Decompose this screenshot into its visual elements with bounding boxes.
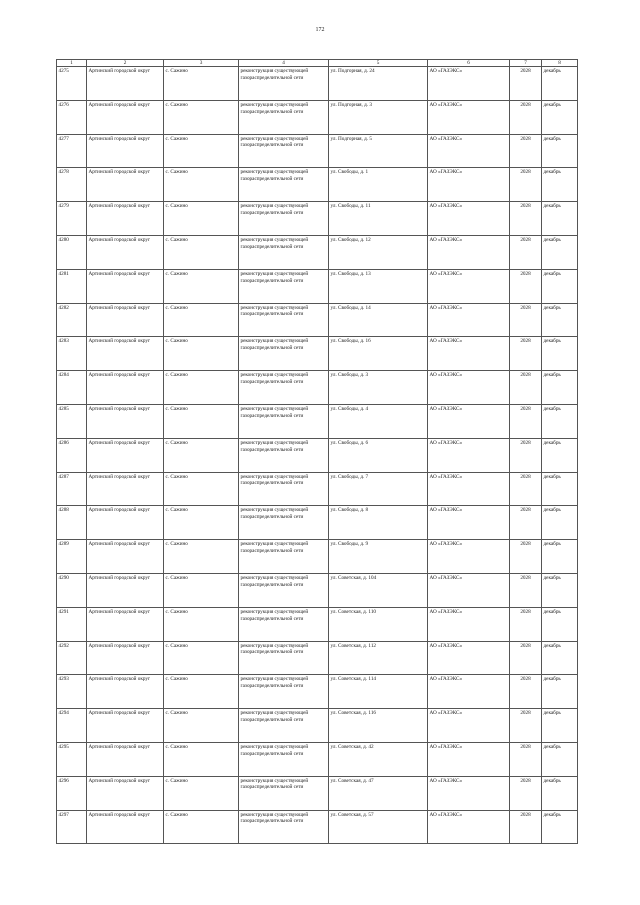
address-cell: ул. Подгорная, д. 3 (329, 100, 428, 134)
address-cell: ул. Свободы, д. 12 (329, 235, 428, 269)
work-type-cell: реконструкция существующей газораспределительной сети (239, 202, 329, 236)
header-cell: 4 (239, 60, 329, 67)
municipality-cell: Артинский городской округ (87, 810, 164, 844)
work-type-cell: реконструкция существующей газораспределительной сети (239, 742, 329, 776)
contractor-cell: АО «ГАЗЭКС» (428, 776, 510, 810)
year-cell: 2028 (510, 371, 542, 405)
page-number: 172 (315, 27, 325, 33)
month-cell: декабрь (542, 540, 578, 574)
settlement-cell: с. Сажино (164, 100, 239, 134)
settlement-cell: с. Сажино (164, 776, 239, 810)
work-type-cell: реконструкция существующей газораспределительной сети (239, 472, 329, 506)
table-row (57, 202, 578, 236)
contractor-cell: АО «ГАЗЭКС» (428, 303, 510, 337)
work-type-cell: реконструкция существующей газораспределительной сети (239, 810, 329, 844)
month-cell: декабрь (542, 404, 578, 438)
work-type-cell: реконструкция существующей газораспределительной сети (239, 776, 329, 810)
month-cell: декабрь (542, 269, 578, 303)
table-row (57, 438, 578, 472)
municipality-cell: Артинский городской округ (87, 100, 164, 134)
month-cell: декабрь (542, 472, 578, 506)
contractor-cell: АО «ГАЗЭКС» (428, 269, 510, 303)
municipality-cell: Артинский городской округ (87, 573, 164, 607)
year-cell: 2028 (510, 168, 542, 202)
address-cell: ул. Советская, д. 42 (329, 742, 428, 776)
row-number-cell: 4285 (57, 404, 87, 438)
row-number-cell: 4284 (57, 371, 87, 405)
settlement-cell: с. Сажино (164, 134, 239, 168)
table-row (57, 404, 578, 438)
work-type-cell: реконструкция существующей газораспределительной сети (239, 67, 329, 101)
address-cell: ул. Свободы, д. 11 (329, 202, 428, 236)
contractor-cell: АО «ГАЗЭКС» (428, 404, 510, 438)
month-cell: декабрь (542, 810, 578, 844)
address-cell: ул. Свободы, д. 6 (329, 438, 428, 472)
row-number-cell: 4292 (57, 641, 87, 675)
address-cell: ул. Свободы, д. 3 (329, 371, 428, 405)
month-cell: декабрь (542, 675, 578, 709)
row-number-cell: 4278 (57, 168, 87, 202)
work-type-cell: реконструкция существующей газораспределительной сети (239, 337, 329, 371)
month-cell: декабрь (542, 303, 578, 337)
row-number-cell: 4297 (57, 810, 87, 844)
table-body (57, 67, 578, 844)
table-row (57, 134, 578, 168)
year-cell: 2028 (510, 404, 542, 438)
address-cell: ул. Советская, д. 104 (329, 573, 428, 607)
year-cell: 2028 (510, 303, 542, 337)
contractor-cell: АО «ГАЗЭКС» (428, 438, 510, 472)
table-row (57, 742, 578, 776)
year-cell: 2028 (510, 742, 542, 776)
settlement-cell: с. Сажино (164, 438, 239, 472)
municipality-cell: Артинский городской округ (87, 134, 164, 168)
settlement-cell: с. Сажино (164, 269, 239, 303)
municipality-cell: Артинский городской округ (87, 235, 164, 269)
month-cell: декабрь (542, 134, 578, 168)
year-cell: 2028 (510, 202, 542, 236)
contractor-cell: АО «ГАЗЭКС» (428, 573, 510, 607)
month-cell: декабрь (542, 607, 578, 641)
month-cell: декабрь (542, 742, 578, 776)
municipality-cell: Артинский городской округ (87, 540, 164, 574)
month-cell: декабрь (542, 641, 578, 675)
year-cell: 2028 (510, 472, 542, 506)
month-cell: декабрь (542, 438, 578, 472)
header-row (57, 60, 578, 67)
municipality-cell: Артинский городской округ (87, 776, 164, 810)
settlement-cell: с. Сажино (164, 742, 239, 776)
work-type-cell: реконструкция существующей газораспределительной сети (239, 607, 329, 641)
settlement-cell: с. Сажино (164, 675, 239, 709)
table-header (57, 60, 578, 67)
table-row (57, 709, 578, 743)
row-number-cell: 4296 (57, 776, 87, 810)
year-cell: 2028 (510, 675, 542, 709)
row-number-cell: 4291 (57, 607, 87, 641)
address-cell: ул. Свободы, д. 7 (329, 472, 428, 506)
work-type-cell: реконструкция существующей газораспределительной сети (239, 709, 329, 743)
contractor-cell: АО «ГАЗЭКС» (428, 540, 510, 574)
table-row (57, 371, 578, 405)
settlement-cell: с. Сажино (164, 540, 239, 574)
table-row (57, 67, 578, 101)
row-number-cell: 4280 (57, 235, 87, 269)
contractor-cell: АО «ГАЗЭКС» (428, 202, 510, 236)
row-number-cell: 4282 (57, 303, 87, 337)
municipality-cell: Артинский городской округ (87, 675, 164, 709)
year-cell: 2028 (510, 269, 542, 303)
municipality-cell: Артинский городской округ (87, 67, 164, 101)
work-type-cell: реконструкция существующей газораспределительной сети (239, 404, 329, 438)
work-type-cell: реконструкция существующей газораспределительной сети (239, 168, 329, 202)
work-type-cell: реконструкция существующей газораспределительной сети (239, 371, 329, 405)
address-cell: ул. Советская, д. 57 (329, 810, 428, 844)
contractor-cell: АО «ГАЗЭКС» (428, 67, 510, 101)
row-number-cell: 4279 (57, 202, 87, 236)
address-cell: ул. Свободы, д. 8 (329, 506, 428, 540)
municipality-cell: Артинский городской округ (87, 506, 164, 540)
month-cell: декабрь (542, 371, 578, 405)
contractor-cell: АО «ГАЗЭКС» (428, 472, 510, 506)
municipality-cell: Артинский городской округ (87, 607, 164, 641)
row-number-cell: 4288 (57, 506, 87, 540)
header-cell: 6 (428, 60, 510, 67)
settlement-cell: с. Сажино (164, 810, 239, 844)
contractor-cell: АО «ГАЗЭКС» (428, 607, 510, 641)
settlement-cell: с. Сажино (164, 506, 239, 540)
table-row (57, 810, 578, 844)
table-row (57, 607, 578, 641)
year-cell: 2028 (510, 235, 542, 269)
month-cell: декабрь (542, 573, 578, 607)
address-cell: ул. Советская, д. 112 (329, 641, 428, 675)
contractor-cell: АО «ГАЗЭКС» (428, 810, 510, 844)
contractor-cell: АО «ГАЗЭКС» (428, 168, 510, 202)
year-cell: 2028 (510, 540, 542, 574)
settlement-cell: с. Сажино (164, 573, 239, 607)
table-row (57, 472, 578, 506)
work-type-cell: реконструкция существующей газораспределительной сети (239, 506, 329, 540)
table-row (57, 168, 578, 202)
contractor-cell: АО «ГАЗЭКС» (428, 337, 510, 371)
month-cell: декабрь (542, 67, 578, 101)
year-cell: 2028 (510, 506, 542, 540)
address-cell: ул. Советская, д. 110 (329, 607, 428, 641)
row-number-cell: 4275 (57, 67, 87, 101)
year-cell: 2028 (510, 67, 542, 101)
address-cell: ул. Свободы, д. 13 (329, 269, 428, 303)
municipality-cell: Артинский городской округ (87, 202, 164, 236)
contractor-cell: АО «ГАЗЭКС» (428, 742, 510, 776)
work-type-cell: реконструкция существующей газораспределительной сети (239, 540, 329, 574)
settlement-cell: с. Сажино (164, 202, 239, 236)
work-type-cell: реконструкция существующей газораспределительной сети (239, 235, 329, 269)
contractor-cell: АО «ГАЗЭКС» (428, 641, 510, 675)
row-number-cell: 4281 (57, 269, 87, 303)
gasification-table (56, 59, 578, 844)
year-cell: 2028 (510, 134, 542, 168)
table-row (57, 303, 578, 337)
row-number-cell: 4287 (57, 472, 87, 506)
month-cell: декабрь (542, 100, 578, 134)
settlement-cell: с. Сажино (164, 641, 239, 675)
municipality-cell: Артинский городской округ (87, 303, 164, 337)
settlement-cell: с. Сажино (164, 371, 239, 405)
month-cell: декабрь (542, 168, 578, 202)
work-type-cell: реконструкция существующей газораспределительной сети (239, 100, 329, 134)
year-cell: 2028 (510, 810, 542, 844)
municipality-cell: Артинский городской округ (87, 337, 164, 371)
month-cell: декабрь (542, 506, 578, 540)
table-row (57, 675, 578, 709)
row-number-cell: 4290 (57, 573, 87, 607)
work-type-cell: реконструкция существующей газораспределительной сети (239, 641, 329, 675)
month-cell: декабрь (542, 776, 578, 810)
row-number-cell: 4277 (57, 134, 87, 168)
settlement-cell: с. Сажино (164, 607, 239, 641)
month-cell: декабрь (542, 709, 578, 743)
row-number-cell: 4289 (57, 540, 87, 574)
year-cell: 2028 (510, 776, 542, 810)
year-cell: 2028 (510, 607, 542, 641)
header-cell: 1 (57, 60, 87, 67)
address-cell: ул. Советская, д. 114 (329, 675, 428, 709)
header-cell: 7 (510, 60, 542, 67)
settlement-cell: с. Сажино (164, 168, 239, 202)
table-row (57, 269, 578, 303)
address-cell: ул. Свободы, д. 14 (329, 303, 428, 337)
municipality-cell: Артинский городской округ (87, 641, 164, 675)
month-cell: декабрь (542, 202, 578, 236)
table-row (57, 641, 578, 675)
address-cell: ул. Советская, д. 116 (329, 709, 428, 743)
row-number-cell: 4276 (57, 100, 87, 134)
row-number-cell: 4294 (57, 709, 87, 743)
contractor-cell: АО «ГАЗЭКС» (428, 235, 510, 269)
year-cell: 2028 (510, 438, 542, 472)
contractor-cell: АО «ГАЗЭКС» (428, 100, 510, 134)
work-type-cell: реконструкция существующей газораспределительной сети (239, 134, 329, 168)
month-cell: декабрь (542, 235, 578, 269)
settlement-cell: с. Сажино (164, 404, 239, 438)
settlement-cell: с. Сажино (164, 235, 239, 269)
table-row (57, 776, 578, 810)
municipality-cell: Артинский городской округ (87, 269, 164, 303)
row-number-cell: 4283 (57, 337, 87, 371)
year-cell: 2028 (510, 337, 542, 371)
row-number-cell: 4295 (57, 742, 87, 776)
address-cell: ул. Свободы, д. 16 (329, 337, 428, 371)
address-cell: ул. Свободы, д. 9 (329, 540, 428, 574)
municipality-cell: Артинский городской округ (87, 168, 164, 202)
contractor-cell: АО «ГАЗЭКС» (428, 506, 510, 540)
settlement-cell: с. Сажино (164, 472, 239, 506)
header-cell: 3 (164, 60, 239, 67)
header-cell: 2 (87, 60, 164, 67)
month-cell: декабрь (542, 337, 578, 371)
settlement-cell: с. Сажино (164, 709, 239, 743)
settlement-cell: с. Сажино (164, 67, 239, 101)
table-row (57, 506, 578, 540)
table-row (57, 337, 578, 371)
contractor-cell: АО «ГАЗЭКС» (428, 371, 510, 405)
row-number-cell: 4293 (57, 675, 87, 709)
work-type-cell: реконструкция существующей газораспределительной сети (239, 438, 329, 472)
table-row (57, 540, 578, 574)
municipality-cell: Артинский городской округ (87, 709, 164, 743)
address-cell: ул. Подгорная, д. 24 (329, 67, 428, 101)
work-type-cell: реконструкция существующей газораспределительной сети (239, 573, 329, 607)
address-cell: ул. Свободы, д. 4 (329, 404, 428, 438)
header-cell: 8 (542, 60, 578, 67)
table-row (57, 235, 578, 269)
work-type-cell: реконструкция существующей газораспределительной сети (239, 303, 329, 337)
year-cell: 2028 (510, 709, 542, 743)
municipality-cell: Артинский городской округ (87, 404, 164, 438)
settlement-cell: с. Сажино (164, 303, 239, 337)
year-cell: 2028 (510, 573, 542, 607)
work-type-cell: реконструкция существующей газораспределительной сети (239, 269, 329, 303)
contractor-cell: АО «ГАЗЭКС» (428, 675, 510, 709)
municipality-cell: Артинский городской округ (87, 438, 164, 472)
header-cell: 5 (329, 60, 428, 67)
municipality-cell: Артинский городской округ (87, 371, 164, 405)
year-cell: 2028 (510, 641, 542, 675)
contractor-cell: АО «ГАЗЭКС» (428, 709, 510, 743)
settlement-cell: с. Сажино (164, 337, 239, 371)
municipality-cell: Артинский городской округ (87, 472, 164, 506)
address-cell: ул. Свободы, д. 1 (329, 168, 428, 202)
work-type-cell: реконструкция существующей газораспределительной сети (239, 675, 329, 709)
table-row (57, 573, 578, 607)
table-row (57, 100, 578, 134)
contractor-cell: АО «ГАЗЭКС» (428, 134, 510, 168)
row-number-cell: 4286 (57, 438, 87, 472)
address-cell: ул. Подгорная, д. 5 (329, 134, 428, 168)
year-cell: 2028 (510, 100, 542, 134)
municipality-cell: Артинский городской округ (87, 742, 164, 776)
address-cell: ул. Советская, д. 47 (329, 776, 428, 810)
